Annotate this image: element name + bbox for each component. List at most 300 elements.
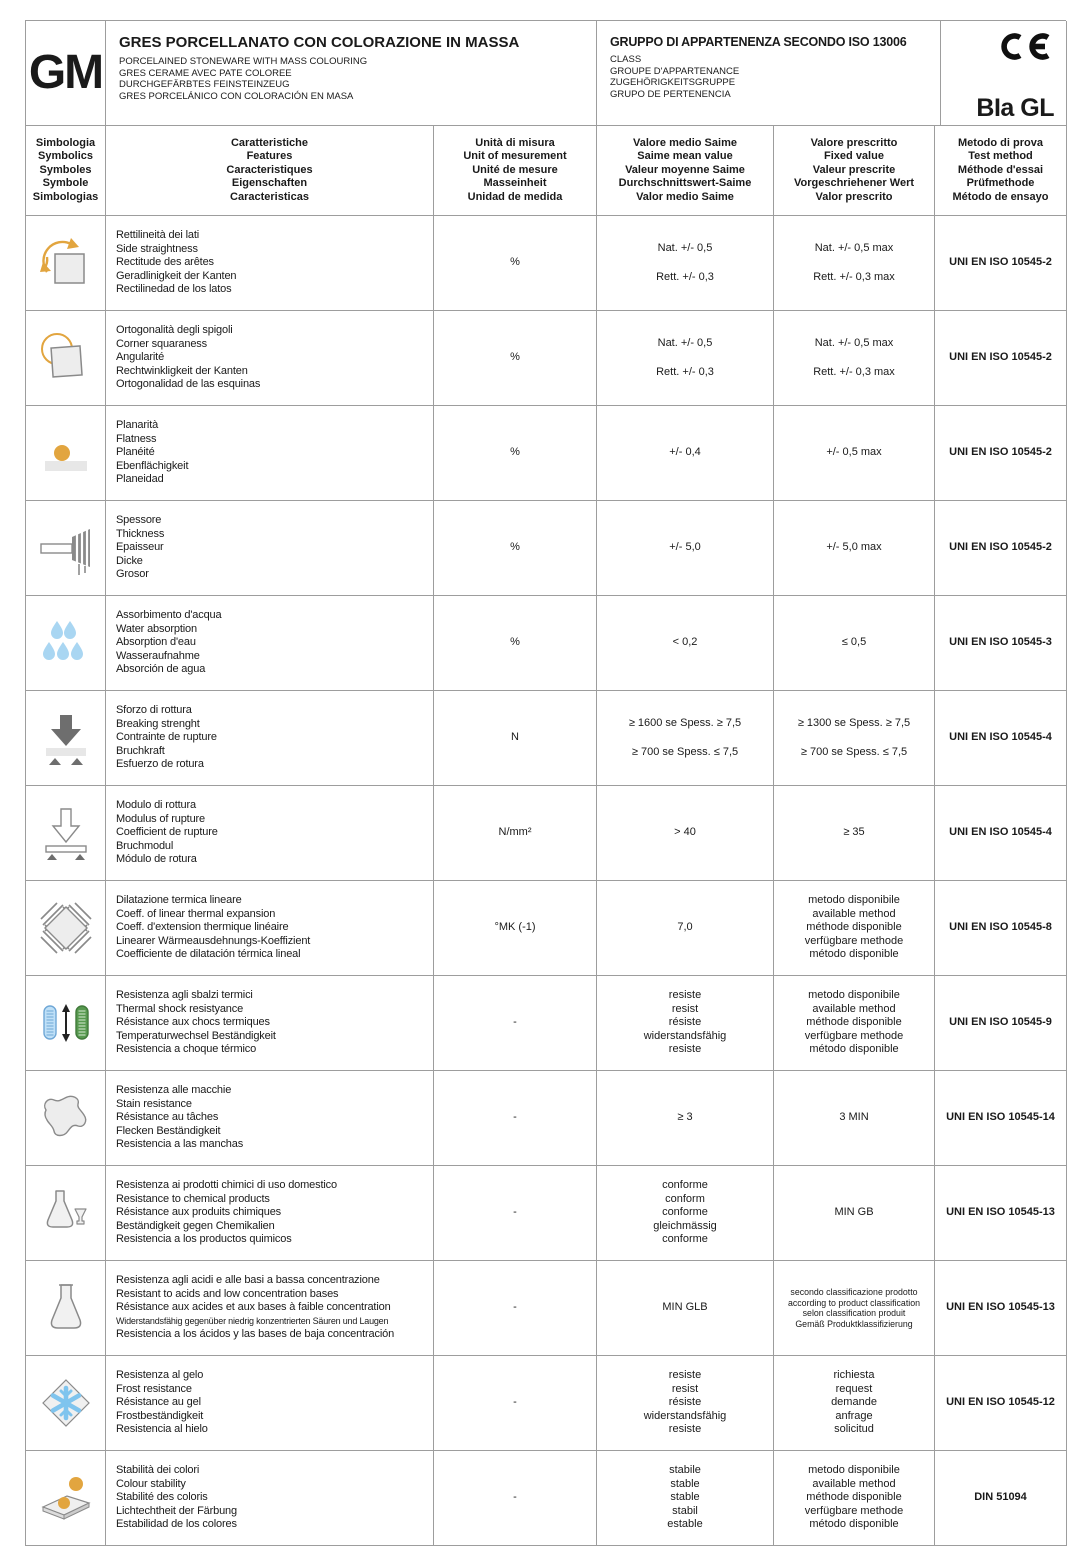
mean-value [597,1071,774,1166]
class-group-subtitle: GRUPO DE PERTENENCIA [610,88,731,100]
value-line: méthode disponible [806,1016,902,1029]
fixed-value [774,1166,935,1261]
column-header-line: Caracteristiques [226,163,313,176]
column-header-line: Symbolics [37,150,94,163]
feature-line: Sforzo di rottura [116,704,192,717]
feature-line: Estabilidad de los colores [116,1518,237,1531]
value-line: +/- 0,4 [669,446,701,459]
feature-line: Absorption d'eau [116,636,196,649]
feature-line: Planarità [116,419,159,432]
features-cell [106,881,434,976]
column-header-line: Eigenschaften [231,177,308,190]
test-method-value: UNI EN ISO 10545-9 [935,976,1067,1071]
fixed-value [774,1451,935,1546]
fixed-value [774,406,935,501]
breaking-strength-icon [38,710,94,766]
feature-line: Grosor [116,568,149,581]
feature-line: Rettilineità dei lati [116,229,200,242]
unit-value: °MK (-1) [434,881,597,976]
column-header-line: Symboles [39,163,92,176]
feature-line: Dicke [116,554,143,567]
column-header-line: Vorgeschriehener Wert [793,177,915,190]
value-line: stable [670,1477,700,1490]
feature-line: Epaisseur [116,541,164,554]
features-cell [106,1071,434,1166]
value-line: 3 MIN [839,1111,869,1124]
column-header-mean [597,126,774,216]
spec-table [25,20,1066,1546]
feature-line: Rectilinedad de los latos [116,283,232,296]
feature-line: Resistenza al gelo [116,1369,204,1382]
mean-value [597,976,774,1071]
feature-line: Bruchkraft [116,744,165,757]
value-line: ≥ 1600 se Spess. ≥ 7,5 [628,716,742,729]
test-method-value: UNI EN ISO 10545-4 [935,786,1067,881]
column-header-line: Fixed value [824,150,884,163]
acid-resistance-icon [38,1280,94,1336]
feature-line: Flecken Beständigkeit [116,1124,221,1137]
table-row [26,406,1066,501]
feature-line: Flatness [116,432,157,445]
feature-line: Rechtwinkligkeit der Kanten [116,364,248,377]
feature-line: Ortogonalidad de las esquinas [116,378,261,391]
mean-value [597,501,774,596]
value-line: 7,0 [677,921,693,934]
value-line: +/- 0,5 max [826,446,882,459]
mean-value [597,1451,774,1546]
features-cell [106,1451,434,1546]
colour-stability-icon [38,1470,94,1526]
value-line: gleichmässig [653,1219,717,1232]
unit-value: - [434,1261,597,1356]
side-straightness-icon [38,235,94,291]
value-line: metodo disponibile [808,1464,900,1477]
water-absorption-icon [38,615,94,671]
unit-value: - [434,1166,597,1261]
value-line: Rett. +/- 0,3 [656,366,714,378]
value-line: resist [671,1002,699,1015]
table-row [26,216,1066,311]
feature-line: Ortogonalità degli spigoli [116,324,233,337]
feature-line: Resistenza alle macchie [116,1084,232,1097]
feature-line: Stabilité des coloris [116,1491,208,1504]
thermal-expansion-icon [38,900,94,956]
feature-line: Side straightness [116,242,198,255]
feature-line: Corner squaraness [116,337,207,350]
feature-line: Water absorption [116,622,197,635]
feature-line: Frost resistance [116,1382,192,1395]
fixed-value [774,311,935,406]
feature-line: Résistance au tâches [116,1111,219,1124]
column-header-line: Valeur prescrite [812,163,896,176]
mean-value [597,1261,774,1356]
value-line: +/- 5,0 [669,541,701,554]
features-cell [106,311,434,406]
feature-line: Resistenza agli acidi e alle basi a bassa concentrazione [116,1274,380,1287]
value-line: método disponible [809,948,899,961]
column-header-line: Valore medio Saime [633,136,737,149]
feature-line: Resistenza ai prodotti chimici di uso domestico [116,1179,337,1192]
class-group-title: GRUPPO DI APPARTENENZA SECONDO ISO 13006 [610,35,907,49]
symbol-cell [26,596,106,691]
column-header-symbol [26,126,106,216]
test-method-value: UNI EN ISO 10545-12 [935,1356,1067,1451]
product-subtitle: PORCELAINED STONEWARE WITH MASS COLOURING [119,56,368,67]
unit-value: - [434,976,597,1071]
feature-line: Colour stability [116,1477,186,1490]
unit-value: - [434,1071,597,1166]
feature-line: Linearer Wärmeausdehnungs-Koeffizient [116,934,311,947]
feature-line: Assorbimento d'acqua [116,609,222,622]
feature-line: Dilatazione termica lineare [116,894,242,907]
column-header-line: Unità di misura [475,136,555,149]
feature-line: Coefficient de rupture [116,826,218,839]
value-line: ≥ 700 se Spess. ≤ 7,5 [800,746,908,758]
feature-line: Resistencia a choque térmico [116,1043,257,1056]
technical-datasheet [25,20,1066,1546]
feature-line: Résistance au gel [116,1396,201,1409]
column-header-line: Unit of mesurement [463,150,567,163]
feature-line: Lichtechtheit der Färbung [116,1504,237,1517]
flatness-icon [38,425,94,481]
product-subtitle: DURCHGEFÄRBTES FEINSTEINZEUG [119,79,290,90]
test-method-value: UNI EN ISO 10545-8 [935,881,1067,976]
product-subtitle: GRES PORCELÁNICO CON COLORACIÓN EN MASA [119,90,354,102]
feature-line: Absorción de agua [116,663,206,676]
unit-value: % [434,501,597,596]
feature-line: Ebenflächigkeit [116,459,189,472]
feature-line: Widerstandsfähig gegenüber niedrig konzentrierten Säuren und Laugen [116,1315,389,1326]
class-group-subtitle: ZUGEHÖRIGKEITSGRUPPE [610,77,736,88]
unit-value: % [434,596,597,691]
mean-value [597,691,774,786]
features-cell [106,1166,434,1261]
table-body [26,216,1066,1546]
column-header-line: Método de ensayo [952,190,1049,203]
value-line: anfrage [835,1409,873,1422]
table-row [26,786,1066,881]
value-line: selon classification produit [802,1308,906,1318]
value-line: Nat. +/- 0,5 [657,336,713,349]
feature-line: Modulus of rupture [116,812,206,825]
feature-line: Résistance aux produits chimiques [116,1206,282,1219]
table-row [26,1071,1066,1166]
feature-line: Rectitude des arêtes [116,256,214,269]
feature-line: Bruchmodul [116,839,174,852]
value-line: resist [671,1382,699,1395]
test-method-value: UNI EN ISO 10545-3 [935,596,1067,691]
feature-line: Coefficiente de dilatación térmica lineal [116,948,301,961]
feature-line: Thermal shock resistyance [116,1002,244,1015]
product-header [106,21,597,126]
value-line: stabile [669,1464,701,1477]
feature-line: Temperaturwechsel Beständigkeit [116,1029,276,1042]
features-cell [106,1356,434,1451]
value-line: resiste [668,1043,702,1056]
mean-value [597,1356,774,1451]
value-line: conforme [662,1233,708,1246]
feature-line: Spessore [116,514,162,527]
mean-value [597,881,774,976]
value-line: secondo classificazione prodotto [790,1287,918,1297]
value-line: resiste [668,1369,702,1382]
unit-value: N [434,691,597,786]
features-cell [106,786,434,881]
value-line: metodo disponibile [808,894,900,907]
column-header-line: Caratteristiche [230,136,309,149]
ce-mark-icon [998,33,1054,65]
feature-line: Planeidad [116,473,164,486]
symbol-cell [26,976,106,1071]
value-line: stable [670,1491,700,1504]
corner-squareness-icon [38,330,94,386]
product-subtitle: GRES CERAME AVEC PATE COLOREE [119,67,292,79]
test-method-value: UNI EN ISO 10545-2 [935,311,1067,406]
fixed-value [774,976,935,1071]
symbol-cell [26,216,106,311]
certification-cell [941,21,1067,126]
fixed-value [774,501,935,596]
value-line: +/- 5,0 max [826,541,882,554]
value-line: método disponible [809,1043,899,1056]
unit-value: % [434,216,597,311]
features-cell [106,691,434,786]
column-header-line: Prüfmethode [966,177,1035,190]
feature-line: Stabilità dei colori [116,1464,200,1477]
class-group-subtitle: CLASS [610,54,642,65]
value-line: request [835,1382,873,1395]
fixed-value [774,1261,935,1356]
test-method-value: UNI EN ISO 10545-4 [935,691,1067,786]
value-line: ≥ 35 [843,826,865,839]
value-line: ≤ 0,5 [841,636,867,649]
fixed-value [774,596,935,691]
value-line: ≥ 1300 se Spess. ≥ 7,5 [797,716,911,729]
column-header-line: Durchschnittswert-Saime [618,177,752,190]
column-header-line: Méthode d'essai [957,163,1044,176]
value-line: stabil [672,1504,698,1517]
column-header-line: Symbole [42,177,89,190]
features-cell [106,1261,434,1356]
feature-line: Resistenza agli sbalzi termici [116,989,253,1002]
table-header [26,21,1066,126]
feature-line: Résistance aux chocs termiques [116,1016,270,1029]
fixed-value [774,1356,935,1451]
test-method-value: UNI EN ISO 10545-14 [935,1071,1067,1166]
unit-value: % [434,406,597,501]
feature-line: Stain resistance [116,1097,192,1110]
mean-value [597,216,774,311]
value-line: MIN GB [834,1206,874,1219]
value-line: solicitud [834,1423,874,1436]
symbol-cell [26,881,106,976]
value-line: conform [665,1192,705,1205]
column-header-line: Valore prescritto [810,136,898,149]
test-method-value: UNI EN ISO 10545-2 [935,406,1067,501]
value-line: méthode disponible [806,921,902,934]
mean-value [597,406,774,501]
features-cell [106,976,434,1071]
feature-line: Resistant to acids and low concentration bases [116,1287,339,1300]
feature-line: Beständigkeit gegen Chemikalien [116,1219,275,1232]
value-line: richiesta [833,1369,875,1382]
feature-line: Resistance to chemical products [116,1192,270,1205]
stain-resistance-icon [38,1090,94,1146]
symbol-cell [26,786,106,881]
table-row [26,1451,1066,1546]
features-cell [106,596,434,691]
value-line: widerstandsfähig [643,1029,727,1042]
table-row [26,1356,1066,1451]
table-row [26,1166,1066,1261]
value-line: ≥ 700 se Spess. ≤ 7,5 [631,746,739,758]
feature-line: Thickness [116,527,165,540]
features-cell [106,501,434,596]
mean-value [597,596,774,691]
table-row [26,311,1066,406]
value-line: ≥ 3 [677,1111,693,1124]
table-row [26,691,1066,786]
symbol-cell [26,691,106,786]
feature-line: Résistance aux acides et aux bases à faible concentration [116,1301,391,1314]
test-method-value: UNI EN ISO 10545-2 [935,501,1067,596]
table-row [26,596,1066,691]
product-title: GRES PORCELLANATO CON COLORAZIONE IN MASSA [119,34,520,51]
feature-line: Breaking strenght [116,717,200,730]
symbol-cell [26,501,106,596]
symbol-cell [26,406,106,501]
unit-value: N/mm² [434,786,597,881]
value-line: available method [812,1002,896,1015]
value-line: conforme [662,1179,708,1192]
feature-line: Esfuerzo de rotura [116,758,204,771]
value-line: Rett. +/- 0,3 [656,271,714,283]
column-header-line: Test method [968,150,1033,163]
column-header-line: Features [246,150,293,163]
column-header-unit [434,126,597,216]
frost-resistance-icon [38,1375,94,1431]
feature-line: Coeff. d'extension thermique linéaire [116,921,289,934]
feature-line: Modulo di rottura [116,799,196,812]
test-method-value: UNI EN ISO 10545-2 [935,216,1067,311]
symbol-cell [26,1071,106,1166]
value-line: conforme [662,1206,708,1219]
class-code: BIa GL [976,93,1054,122]
unit-value: % [434,311,597,406]
column-header-line: Unité de mesure [472,163,558,176]
fixed-value [774,881,935,976]
column-header-row [26,126,1066,216]
value-line: résiste [668,1396,702,1409]
symbol-cell [26,1261,106,1356]
symbol-cell [26,311,106,406]
column-header-line: Masseinheit [483,177,547,190]
value-line: available method [812,1477,896,1490]
chemical-products-icon [38,1185,94,1241]
features-cell [106,406,434,501]
value-line: verfügbare methode [804,1504,904,1517]
value-line: demande [831,1396,877,1409]
column-header-line: Valeur moyenne Saime [625,163,745,176]
column-header-line: Saime mean value [637,150,733,163]
value-line: resiste [668,1423,702,1436]
value-line: available method [812,907,896,920]
value-line: résiste [668,1016,702,1029]
fixed-value [774,216,935,311]
feature-line: Planéité [116,446,155,459]
value-line: widerstandsfähig [643,1409,727,1422]
value-line: verfügbare methode [804,1029,904,1042]
fixed-value [774,786,935,881]
class-group-header [597,21,941,126]
unit-value: - [434,1451,597,1546]
value-line: Gemäß Produktklassifizierung [795,1318,913,1329]
column-header-line: Simbologia [35,136,96,149]
class-group-subtitle: GROUPE D'APPARTENANCE [610,65,740,77]
column-header-line: Caracteristicas [230,190,309,203]
fixed-value [774,1071,935,1166]
unit-value: - [434,1356,597,1451]
value-line: resiste [668,989,702,1002]
feature-line: Wasseraufnahme [116,649,200,662]
mean-value [597,1166,774,1261]
symbol-cell [26,1451,106,1546]
table-row [26,501,1066,596]
features-cell [106,216,434,311]
symbol-cell [26,1356,106,1451]
value-line: método disponible [809,1518,899,1531]
value-line: < 0,2 [672,636,698,649]
test-method-value: UNI EN ISO 10545-13 [935,1166,1067,1261]
symbol-cell [26,1166,106,1261]
feature-line: Módulo de rotura [116,853,197,866]
feature-line: Coeff. of linear thermal expansion [116,907,276,920]
value-line: méthode disponible [806,1491,902,1504]
table-row [26,976,1066,1071]
fixed-value [774,691,935,786]
table-row [26,1261,1066,1356]
column-header-line: Simbologias [32,190,99,203]
value-line: metodo disponibile [808,989,900,1002]
value-line: > 40 [674,826,696,839]
feature-line: Angularité [116,351,165,364]
feature-line: Resistencia a los ácidos y las bases de baja concentración [116,1328,395,1341]
value-line: verfügbare methode [804,934,904,947]
thickness-icon [38,520,94,576]
value-line: according to product classification [787,1297,921,1308]
column-header-line: Metodo di prova [958,136,1043,149]
feature-line: Resistencia a las manchas [116,1138,244,1151]
column-header-fixed [774,126,935,216]
column-header-line: Unidad de medida [467,190,563,203]
value-line: Nat. +/- 0,5 max [814,241,894,254]
value-line: Nat. +/- 0,5 [657,241,713,254]
feature-line: Contrainte de rupture [116,731,217,744]
table-row [26,881,1066,976]
gm-logo: GM [26,21,106,126]
value-line: Rett. +/- 0,3 max [813,271,895,283]
feature-line: Frostbeständigkeit [116,1409,204,1422]
column-header-line: Valor medio Saime [636,190,734,203]
feature-line: Resistencia al hielo [116,1423,208,1436]
test-method-value: UNI EN ISO 10545-13 [935,1261,1067,1356]
column-header-features [106,126,434,216]
value-line: Nat. +/- 0,5 max [814,336,894,349]
mean-value [597,786,774,881]
test-method-value: DIN 51094 [935,1451,1067,1546]
mean-value [597,311,774,406]
feature-line: Resistencia a los productos quimicos [116,1233,292,1246]
